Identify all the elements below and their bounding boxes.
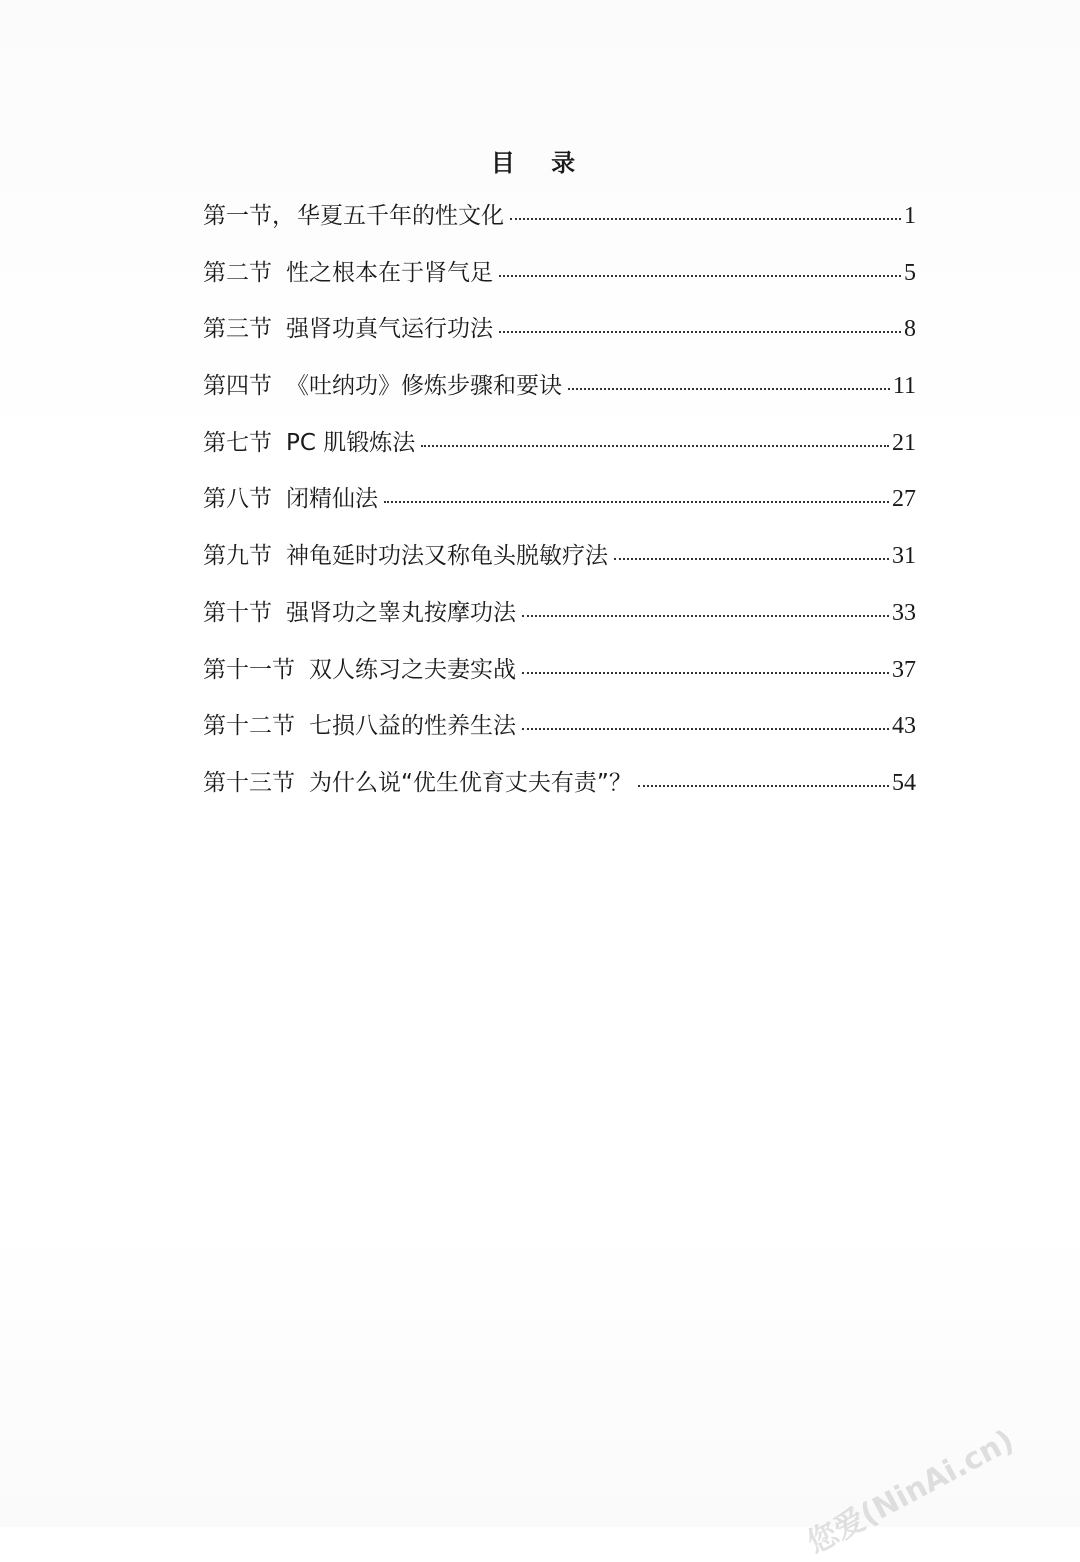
toc-entry-number: 第十三节 bbox=[203, 769, 295, 796]
toc-entry-number: 第十二节 bbox=[203, 713, 295, 740]
toc-entry[interactable] bbox=[203, 253, 916, 310]
dot-leader bbox=[499, 312, 901, 336]
dot-leader bbox=[522, 596, 889, 620]
toc-entry-number: 第二节 bbox=[203, 259, 272, 286]
dot-leader bbox=[421, 426, 889, 450]
toc-entry-title: 七损八益的性养生法 bbox=[309, 713, 516, 740]
toc-entry[interactable] bbox=[203, 366, 916, 423]
toc-entry[interactable] bbox=[203, 479, 916, 536]
toc-entry-number: 第三节 bbox=[203, 316, 272, 343]
toc-entry-number: 第七节 bbox=[203, 429, 272, 456]
toc-entry-page: 33 bbox=[892, 599, 916, 626]
toc-entry-page: 37 bbox=[892, 656, 916, 683]
dot-leader bbox=[638, 766, 889, 790]
toc-entry-title: 为什么说“优生优育丈夫有责”？ bbox=[309, 769, 632, 796]
toc-entry-page: 5 bbox=[904, 259, 916, 286]
toc-entry-title: 性之根本在于肾气足 bbox=[286, 259, 493, 286]
toc-entry-title: 华夏五千年的性文化 bbox=[297, 203, 504, 229]
dot-leader bbox=[614, 539, 889, 563]
toc-entry-page: 1 bbox=[904, 203, 916, 229]
toc-entry[interactable] bbox=[203, 763, 916, 820]
toc-entry-number: 第十一节 bbox=[203, 656, 295, 683]
toc-entry-page: 27 bbox=[892, 486, 916, 513]
toc-entry-title: 神龟延时功法又称龟头脱敏疗法 bbox=[286, 543, 608, 570]
toc-entry-page: 21 bbox=[892, 429, 916, 456]
toc-entry-title: 强肾功真气运行功法 bbox=[286, 316, 493, 343]
toc-entry[interactable] bbox=[203, 309, 916, 366]
toc-entry[interactable] bbox=[203, 423, 916, 480]
toc-entry-title: 强肾功之睾丸按摩功法 bbox=[286, 599, 516, 626]
toc-entry-number: 第一节， bbox=[203, 203, 295, 229]
toc-entry[interactable] bbox=[203, 593, 916, 650]
dot-leader bbox=[510, 199, 901, 223]
dot-leader bbox=[522, 653, 889, 677]
toc-entry[interactable] bbox=[203, 650, 916, 707]
toc-entry-page: 43 bbox=[892, 713, 916, 740]
toc-entry-number: 第九节 bbox=[203, 543, 272, 570]
watermark-text: 您爱(NinAi.cn) bbox=[801, 1423, 1020, 1562]
toc-entry-number: 第八节 bbox=[203, 486, 272, 513]
dot-leader bbox=[384, 482, 889, 506]
toc-entry-page: 11 bbox=[892, 373, 916, 400]
toc-entry-title: PC 肌锻炼法 bbox=[286, 429, 416, 456]
toc-entry-number: 第四节 bbox=[203, 373, 272, 400]
toc-entry-page: 54 bbox=[892, 769, 916, 796]
toc-entry[interactable] bbox=[203, 536, 916, 593]
dot-leader bbox=[568, 369, 890, 393]
toc-list bbox=[203, 196, 916, 820]
dot-leader bbox=[499, 256, 901, 280]
toc-entry-title: 《吐纳功》修炼步骤和要诀 bbox=[286, 373, 562, 400]
toc-entry-page: 8 bbox=[904, 316, 916, 343]
toc-entry[interactable] bbox=[203, 196, 916, 253]
toc-entry-title: 双人练习之夫妻实战 bbox=[309, 656, 516, 683]
toc-title: 目 录 bbox=[490, 149, 590, 177]
dot-leader bbox=[522, 709, 889, 733]
toc-entry-title: 闭精仙法 bbox=[286, 486, 378, 513]
toc-entry-page: 31 bbox=[892, 543, 916, 570]
toc-entry-number: 第十节 bbox=[203, 599, 272, 626]
toc-entry[interactable] bbox=[203, 706, 916, 763]
